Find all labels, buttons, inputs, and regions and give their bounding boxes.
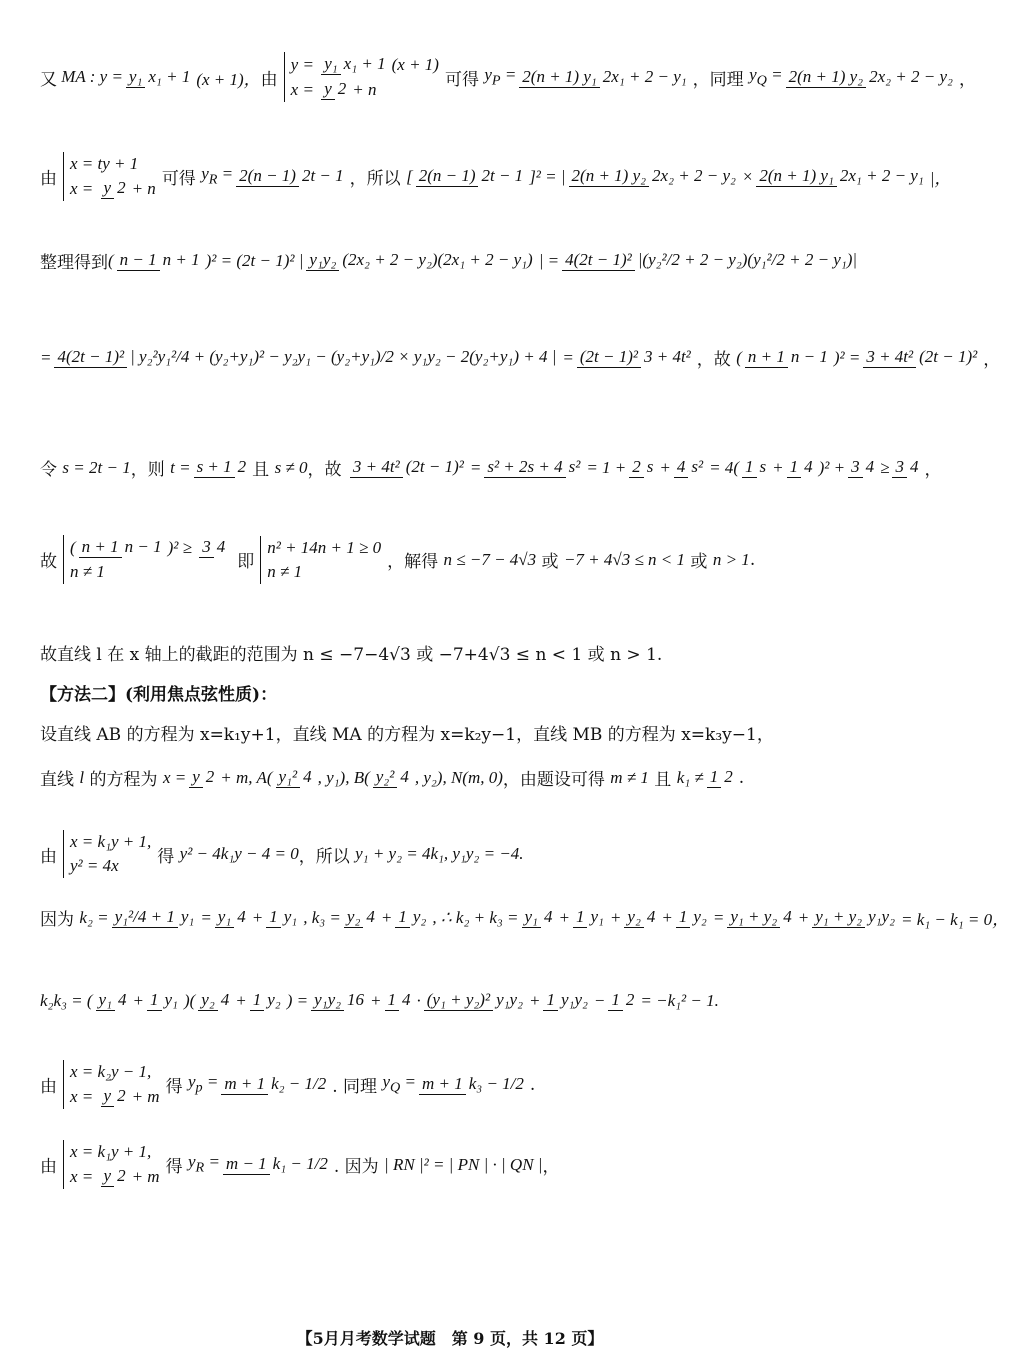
equation-line-14: 由 x = k₂y − 1, x = y 2 + m 得 $y_p$ = m + 1 k₂ − 1/2 . 同理 $y_Q$ = m + 1 k₃ − 1/2 . bbox=[40, 1060, 870, 1109]
section-heading: 【方法二】(利用焦点弦性质)： bbox=[40, 685, 278, 705]
equation-line-11: 由 x = k₁y + 1, y² = 4x 得 y² − 4k₁y − 4 = 0 ，所以 y₁ + y₂ = 4k₁, y₁y₂ = −4. bbox=[40, 830, 870, 878]
equation-line-3: 整理得到 ( n − 1 n + 1 )² = (2t − 1)² | y₁y₂ (2x₂ + 2 − y₂)(2x₁ + 2 − y₁) | = 4(2t − 1)² |(y₂²/2 + 2 − y₂)(y₁²/2 + 2 − y₁)| bbox=[40, 250, 858, 273]
equation-line-4: = 4(2t − 1)² | y₂²y₁²/4 + (y₂+y₁)² − y₂y₁ − (y₂+y₁)/2 × y₁y₂ − 2(y₂+y₁) + 4 | = (2t − 1)² 3 + 4t² ，故 ( n + 1 n − 1 )² = 3 + 4t² (2t − 1)² ， bbox=[40, 347, 1001, 370]
equation-line-13: k₂k₃ = ( y₁ 4 + 1 y₁ )( y₂ 4 + 1 y₂ ) = y₁y₂ 16 + 1 4 · (y₁ + y₂)² y₁y₂ + 1 y₁y₂ − 1 2 = −k₁² − 1. bbox=[40, 990, 719, 1010]
text-line-7: 故直线 l 在 x 轴上的截距的范围为 n ≤ −7−4√3 或 −7+4√3 ≤ n < 1 或 n > 1. bbox=[40, 645, 663, 665]
equation-line-1: 又 MA : y = y₁ x₁ + 1 (x + 1)， 由 y = y₁ x₁ + 1 (x + 1) x = y 2 + n 可得 $y_P$ = 2(n + 1) y₁ 2x₁ + 2 − y₁ ，同理 $y_Q$ = 2(n + 1) y₂ 2x₂ + 2 − y₂ ， bbox=[40, 52, 870, 102]
equation-line-10: 直线 l 的方程为 x = y 2 + m, A( y₁² 4 , y₁), B( y₂² 4 , y₂), N(m, 0) ，由题设可得 m ≠ 1 且 k₁ ≠ 1 2 . bbox=[40, 767, 745, 790]
page-footer: 【5月月考数学试题 第 9 页，共 12 页】 bbox=[296, 1329, 604, 1348]
equation-line-6: 故 ( n + 1 n − 1 )² ≥ 3 4 n ≠ 1 即 n² + 14n + 1 ≥ 0 n ≠ 1 ，解得 n ≤ −7 − 4√3 或 −7 + 4√3 ≤ n < 1 或 n > 1 . bbox=[40, 535, 870, 584]
equation-line-2: 由 x = ty + 1 x = y 2 + n 可得 $y_R$ = 2(n − 1) 2t − 1 ，所以 [ 2(n − 1) 2t − 1 ]² = | 2(n + 1) y₂ 2x₂ + 2 − y₂ × 2(n + 1) y₁ 2x₁ + 2 − y₁ |， bbox=[40, 152, 870, 201]
equation-line-5: 令 s = 2t − 1 ，则 t = s + 1 2 且 s ≠ 0 ，故 3 + 4t² (2t − 1)² = s² + 2s + 4 s² = 1 + 2 s + 4 s² = 4( 1 s + 1 4 )² + 3 4 ≥ 3 4 ， bbox=[40, 457, 942, 480]
equation-line-12: 因为 k₂ = y₁²/4 + 1 y₁ = y₁ 4 + 1 y₁ , k₃ = y₂ 4 + 1 y₂ , ∴ k₂ + k₃ = y₁ 4 + 1 y₁ + y₂ 4 + 1 y₂ = y₁ + y₂ 4 + y₁ + y₂ y₁y₂ = k₁ − k₁ = 0， bbox=[40, 907, 1009, 930]
equation-line-15: 由 x = k₁y + 1, x = y 2 + m 得 $y_R$ = m − 1 k₁ − 1/2 . 因为 | RN |² = | PN | · | QN | ， bbox=[40, 1140, 870, 1189]
text-line-9: 设直线 AB 的方程为 x=k₁y+1，直线 MA 的方程为 x=k₂y−1，直线 MB 的方程为 x=k₃y−1， bbox=[40, 725, 774, 745]
